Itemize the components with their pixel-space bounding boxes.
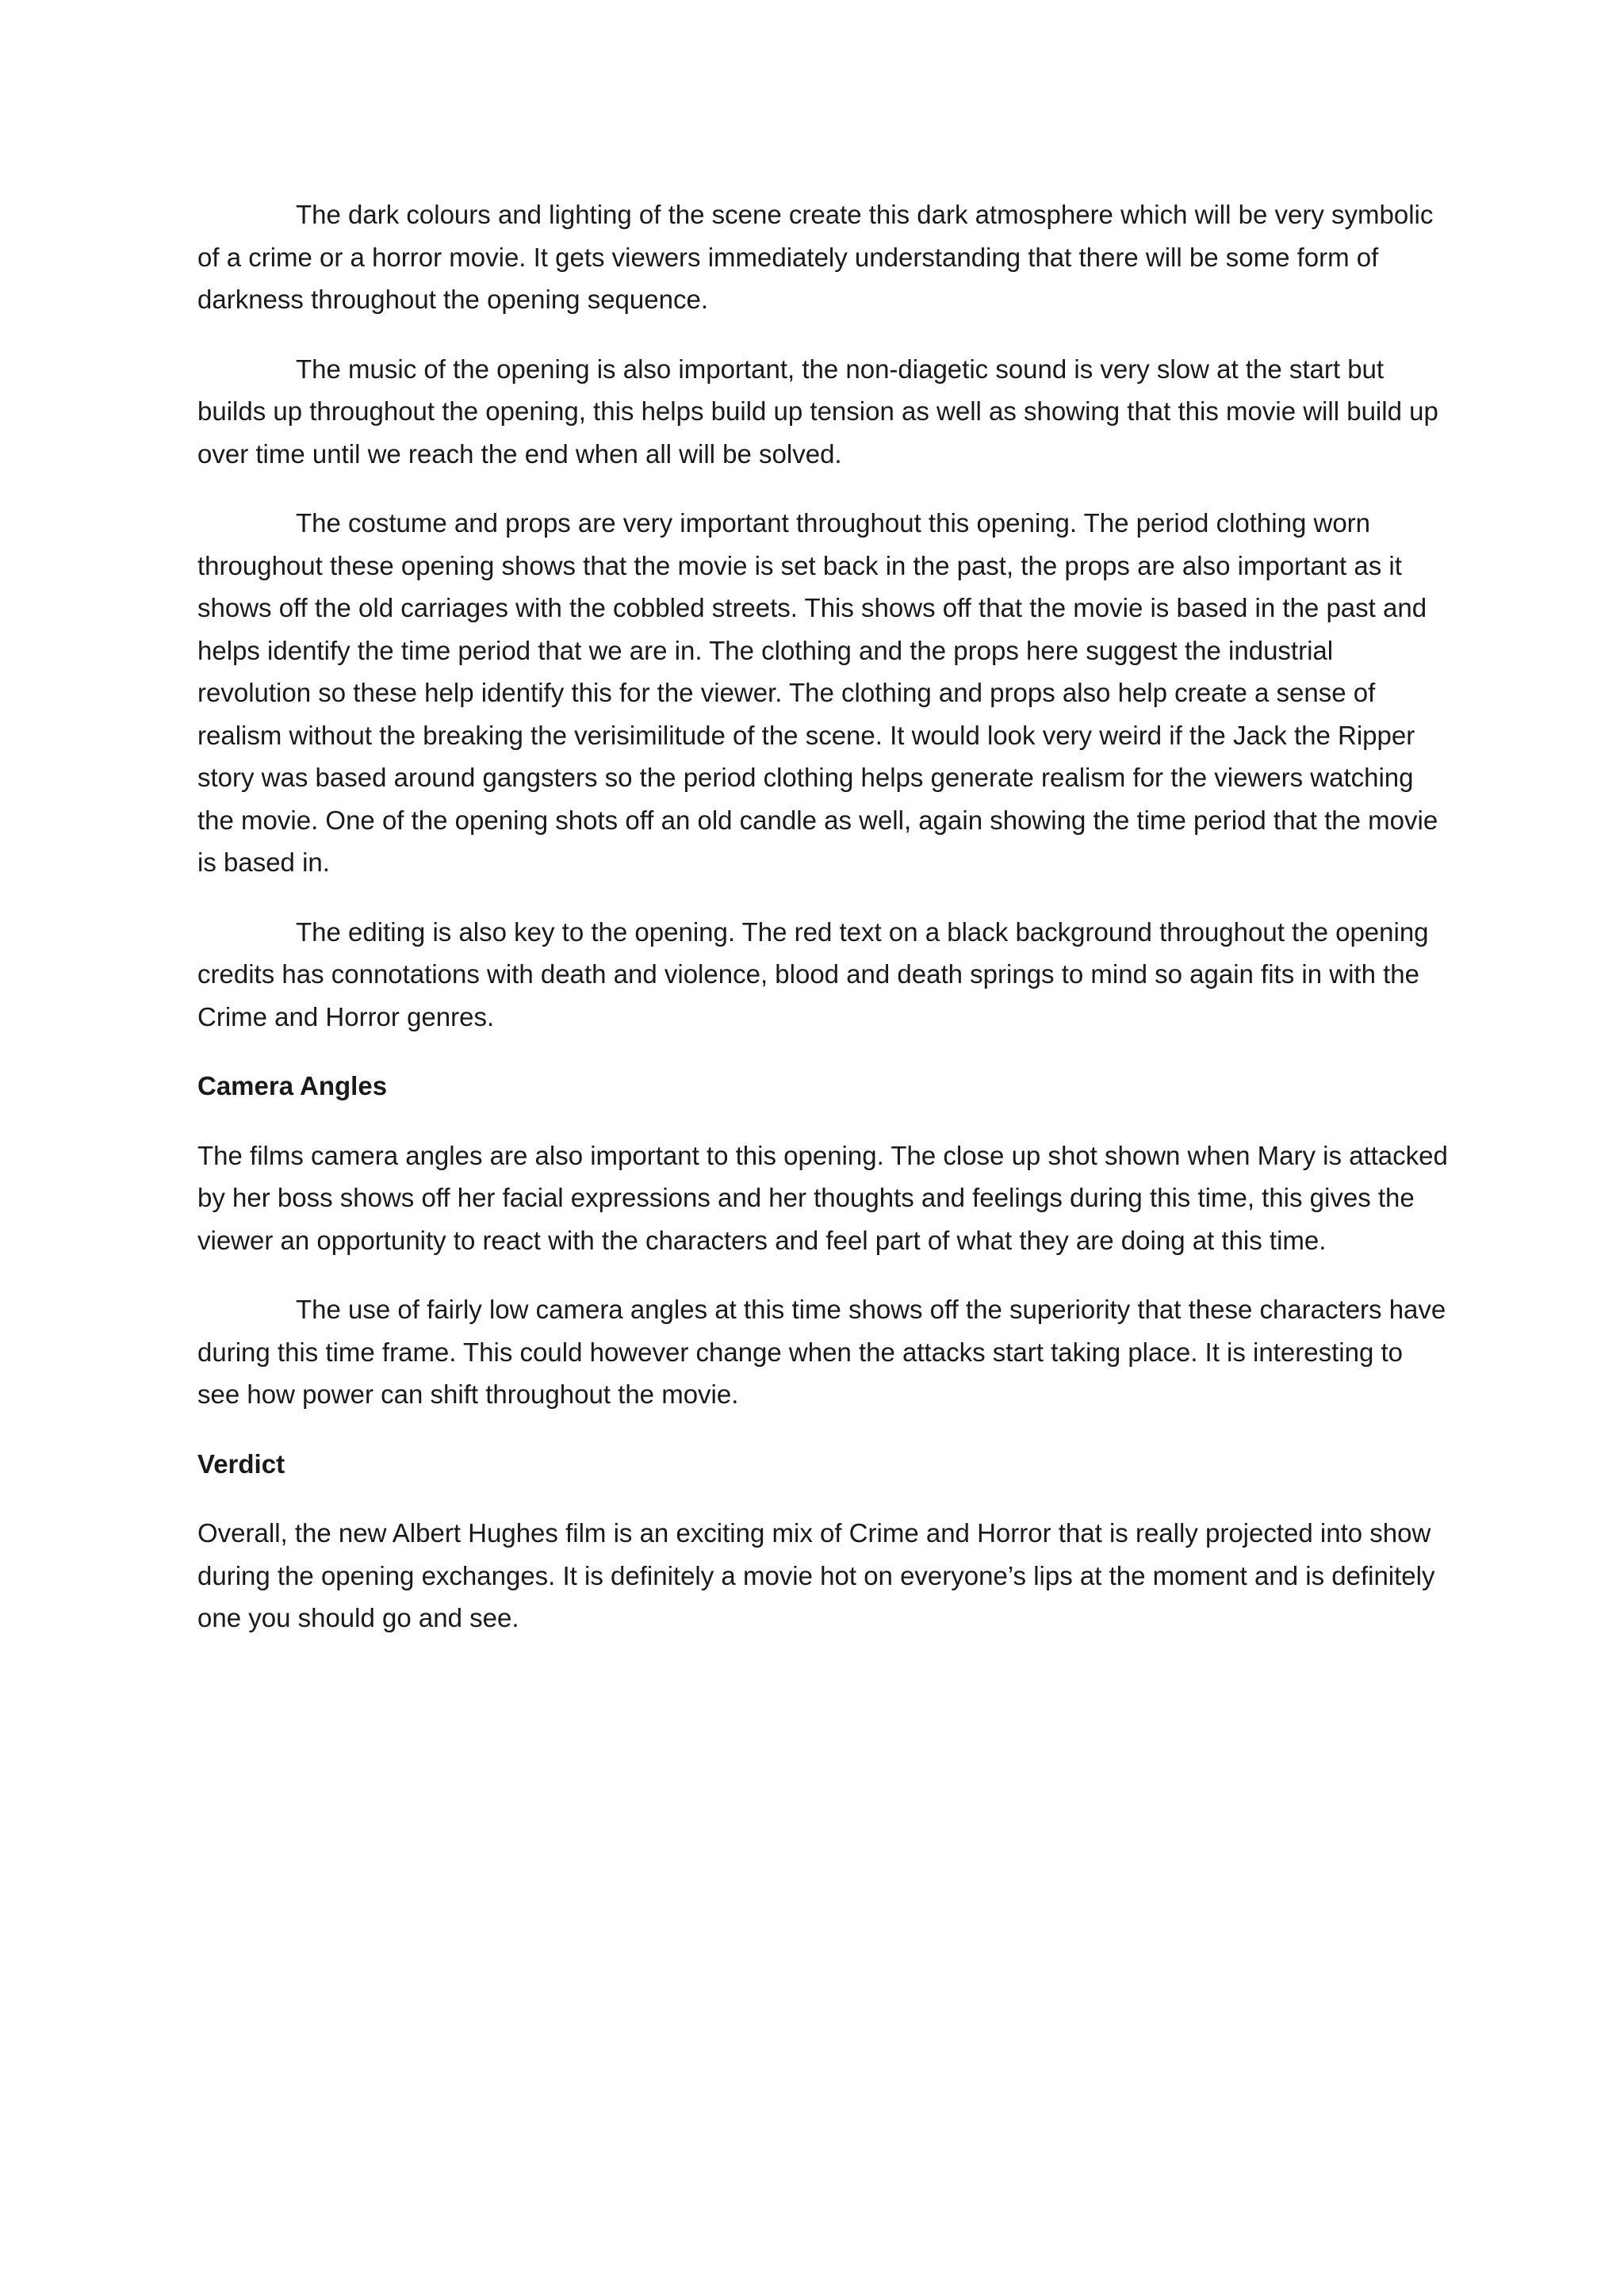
section-heading-verdict: Verdict bbox=[197, 1448, 285, 1479]
paragraph-camera-low-angles: The use of fairly low camera angles at this time shows off the superiority that these characters have during this time frame. This could however change when the attacks start taking place. It is interesting to see how power can shift throughout the movie. bbox=[197, 1295, 1446, 1409]
paragraph-editing: The editing is also key to the opening. The red text on a black background throughout the opening credits has connotations with death and violence, blood and death springs to mind so again fits in with the Crime and Horror genres. bbox=[197, 916, 1429, 1031]
document-body bbox=[197, 193, 1450, 1667]
paragraph-verdict: Overall, the new Albert Hughes film is an exciting mix of Crime and Horror that is really projected into show during the opening exchanges. It is definitely a movie hot on everyone’s lips at the moment and is definitely one you should go and see. bbox=[197, 1518, 1435, 1632]
paragraph-music: The music of the opening is also important, the non-diagetic sound is very slow at the start but builds up throughout the opening, this helps build up tension as well as showing that this movie will build up over time until we reach the end when all will be solved. bbox=[197, 354, 1438, 469]
paragraph-camera-close-up: The films camera angles are also important to this opening. The close up shot shown when Mary is attacked by her boss shows off her facial expressions and her thoughts and feelings during this time, this gives the viewer an opportunity to react with the characters and feel part of what they are doing at this time. bbox=[197, 1140, 1448, 1255]
section-heading-camera-angles: Camera Angles bbox=[197, 1071, 388, 1100]
paragraph-costume-props: The costume and props are very important throughout this opening. The period clothing worn throughout these opening shows that the movie is set back in the past, the props are also important as it shows off the old carriages with the cobbled streets. This shows off that the movie is based in the past and helps identify the time period that we are in. The clothing and the props here suggest the industrial revolution so these help identify this for the viewer. The clothing and props also help create a sense of realism without the breaking the verisimilitude of the scene. It would look very weird if the Jack the Ripper story was based around gangsters so the period clothing helps generate realism for the viewers watching the movie. One of the opening shots off an old candle as well, again showing the time period that the movie is based in. bbox=[197, 508, 1438, 877]
paragraph-lighting: The dark colours and lighting of the scene create this dark atmosphere which will be very symbolic of a crime or a horror movie. It gets viewers immediately understanding that there will be some form of darkness throughout the opening sequence. bbox=[197, 200, 1434, 314]
